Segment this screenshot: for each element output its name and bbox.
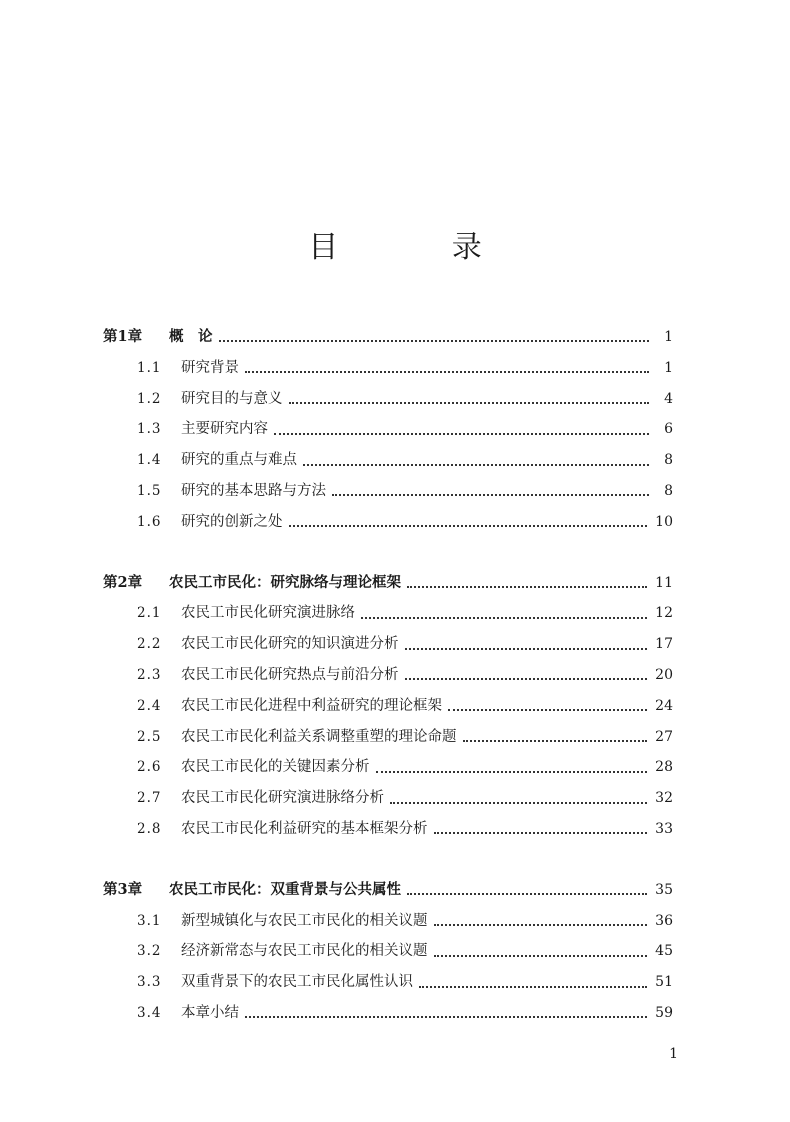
toc-section-entry-number: 2.1 bbox=[137, 605, 162, 622]
dot-leader bbox=[245, 1006, 647, 1018]
toc-section-entry-number: 3.4 bbox=[137, 1004, 162, 1021]
toc-section-entry[interactable] bbox=[103, 598, 673, 629]
toc-section-entry-number: 2.4 bbox=[137, 697, 162, 714]
dot-leader bbox=[419, 976, 647, 988]
toc-section-entry[interactable] bbox=[103, 353, 673, 384]
dot-leader bbox=[434, 945, 648, 957]
toc-section-entry-title: 农民工市民化利益关系调整重塑的理论命题 bbox=[181, 728, 457, 745]
dot-leader bbox=[434, 822, 648, 834]
toc-chapter-entry[interactable] bbox=[103, 875, 673, 906]
toc-section-entry-page: 8 bbox=[664, 452, 673, 469]
page-number: 1 bbox=[669, 1046, 678, 1062]
dot-leader bbox=[405, 668, 648, 680]
dot-leader bbox=[434, 914, 648, 926]
toc-section-entry[interactable] bbox=[103, 384, 673, 415]
dot-leader bbox=[407, 576, 647, 588]
toc-chapter-entry[interactable] bbox=[103, 568, 673, 599]
toc-section-entry-page: 33 bbox=[655, 820, 673, 837]
toc-section-entry-number: 2.2 bbox=[137, 636, 162, 653]
toc-section-entry-page: 45 bbox=[655, 943, 673, 960]
toc-section-entry-page: 51 bbox=[655, 974, 673, 991]
toc-section-entry-title: 研究背景 bbox=[181, 359, 239, 376]
chapter-block bbox=[103, 875, 673, 1029]
toc-section-entry[interactable] bbox=[103, 998, 673, 1029]
dot-leader bbox=[376, 761, 648, 773]
chapter-block bbox=[103, 322, 673, 538]
dot-leader bbox=[332, 484, 649, 496]
toc-section-entry-title: 农民工市民化研究的知识演进分析 bbox=[181, 636, 399, 653]
toc-chapter-entry-page: 11 bbox=[655, 574, 673, 591]
toc-section-entry-page: 36 bbox=[655, 912, 673, 929]
toc-section-entry-number: 3.3 bbox=[137, 974, 162, 991]
toc-section-entry[interactable] bbox=[103, 445, 673, 476]
toc-section-entry-number: 1.6 bbox=[137, 513, 162, 530]
toc-section-entry[interactable] bbox=[103, 722, 673, 753]
dot-leader bbox=[448, 699, 647, 711]
toc-section-entry-number: 2.6 bbox=[137, 759, 162, 776]
toc-section-entry[interactable] bbox=[103, 936, 673, 967]
toc-section-entry-title: 农民工市民化研究演进脉络 bbox=[181, 605, 355, 622]
toc-section-entry-title: 本章小结 bbox=[181, 1004, 239, 1021]
toc-section-entry-title: 农民工市民化研究热点与前沿分析 bbox=[181, 666, 399, 683]
dot-leader bbox=[361, 607, 647, 619]
toc-section-entry-number: 2.7 bbox=[137, 790, 162, 807]
toc-section-entry-title: 新型城镇化与农民工市民化的相关议题 bbox=[181, 912, 428, 929]
toc-section-entry-title: 研究的创新之处 bbox=[181, 513, 283, 530]
toc-section-entry-page: 24 bbox=[655, 697, 673, 714]
toc-chapter-entry-number: 第1章 bbox=[103, 328, 143, 345]
toc-section-entry[interactable] bbox=[103, 752, 673, 783]
toc-section-entry-title: 农民工市民化的关键因素分析 bbox=[181, 759, 370, 776]
toc-section-entry-page: 12 bbox=[655, 605, 673, 622]
dot-leader bbox=[405, 638, 648, 650]
toc-chapter-entry-number: 第3章 bbox=[103, 880, 143, 898]
toc-section-entry-number: 3.1 bbox=[137, 912, 162, 929]
toc-section-entry-number: 1.4 bbox=[137, 452, 162, 469]
toc-section-entry-page: 32 bbox=[655, 790, 673, 807]
chapter-block bbox=[103, 568, 673, 845]
dot-leader bbox=[289, 392, 650, 404]
toc-section-entry[interactable] bbox=[103, 414, 673, 445]
toc-section-entry[interactable] bbox=[103, 629, 673, 660]
dot-leader bbox=[219, 330, 650, 342]
dot-leader bbox=[303, 454, 649, 466]
toc-section-entry[interactable] bbox=[103, 814, 673, 845]
page-title: 目 录 bbox=[308, 230, 534, 265]
toc-section-entry-page: 28 bbox=[655, 759, 673, 776]
toc-section-entry-page: 59 bbox=[655, 1004, 673, 1021]
toc-section-entry-number: 3.2 bbox=[137, 943, 162, 960]
toc-section-entry[interactable] bbox=[103, 783, 673, 814]
toc-chapter-entry-title: 农民工市民化：双重背景与公共属性 bbox=[169, 880, 401, 898]
toc-section-entry[interactable] bbox=[103, 507, 673, 538]
toc-section-entry[interactable] bbox=[103, 906, 673, 937]
dot-leader bbox=[245, 361, 649, 373]
toc-section-entry-page: 10 bbox=[655, 513, 673, 530]
toc-section-entry-number: 1.2 bbox=[137, 390, 162, 407]
toc-section-entry-number: 2.5 bbox=[137, 728, 162, 745]
toc-chapter-entry[interactable] bbox=[103, 322, 673, 353]
toc-section-entry-title: 研究的重点与难点 bbox=[181, 452, 297, 469]
toc-section-entry-title: 农民工市民化利益研究的基本框架分析 bbox=[181, 820, 428, 837]
toc-section-entry-number: 2.8 bbox=[137, 820, 162, 837]
dot-leader bbox=[289, 515, 648, 527]
toc-chapter-entry-title: 农民工市民化：研究脉络与理论框架 bbox=[169, 573, 401, 591]
table-of-contents bbox=[103, 322, 673, 1059]
toc-section-entry-title: 农民工市民化进程中利益研究的理论框架 bbox=[181, 697, 442, 714]
toc-section-entry-title: 双重背景下的农民工市民化属性认识 bbox=[181, 974, 413, 991]
toc-section-entry[interactable] bbox=[103, 967, 673, 998]
toc-section-entry-number: 1.3 bbox=[137, 421, 162, 438]
toc-section-entry-page: 1 bbox=[664, 359, 673, 376]
toc-section-entry-page: 17 bbox=[655, 636, 673, 653]
toc-chapter-entry-number: 第2章 bbox=[103, 573, 143, 591]
toc-section-entry-page: 27 bbox=[655, 728, 673, 745]
dot-leader bbox=[274, 423, 649, 435]
toc-section-entry-page: 6 bbox=[664, 421, 673, 438]
toc-section-entry-title: 经济新常态与农民工市民化的相关议题 bbox=[181, 943, 428, 960]
toc-section-entry[interactable] bbox=[103, 660, 673, 691]
toc-chapter-entry-title: 概 论 bbox=[169, 328, 213, 345]
toc-chapter-entry-page: 1 bbox=[664, 329, 673, 345]
toc-section-entry-number: 1.5 bbox=[137, 482, 162, 499]
toc-section-entry-title: 主要研究内容 bbox=[181, 421, 268, 438]
toc-section-entry-title: 研究目的与意义 bbox=[181, 390, 283, 407]
toc-section-entry-title: 农民工市民化研究演进脉络分析 bbox=[181, 790, 384, 807]
toc-section-entry-page: 4 bbox=[664, 390, 673, 407]
toc-section-entry-title: 研究的基本思路与方法 bbox=[181, 482, 326, 499]
toc-section-entry-number: 1.1 bbox=[137, 359, 162, 376]
toc-section-entry[interactable] bbox=[103, 476, 673, 507]
dot-leader bbox=[463, 730, 648, 742]
dot-leader bbox=[407, 883, 647, 895]
toc-section-entry[interactable] bbox=[103, 691, 673, 722]
toc-section-entry-page: 8 bbox=[664, 482, 673, 499]
toc-section-entry-page: 20 bbox=[655, 666, 673, 683]
toc-chapter-entry-page: 35 bbox=[655, 881, 673, 898]
dot-leader bbox=[390, 792, 647, 804]
toc-section-entry-number: 2.3 bbox=[137, 666, 162, 683]
